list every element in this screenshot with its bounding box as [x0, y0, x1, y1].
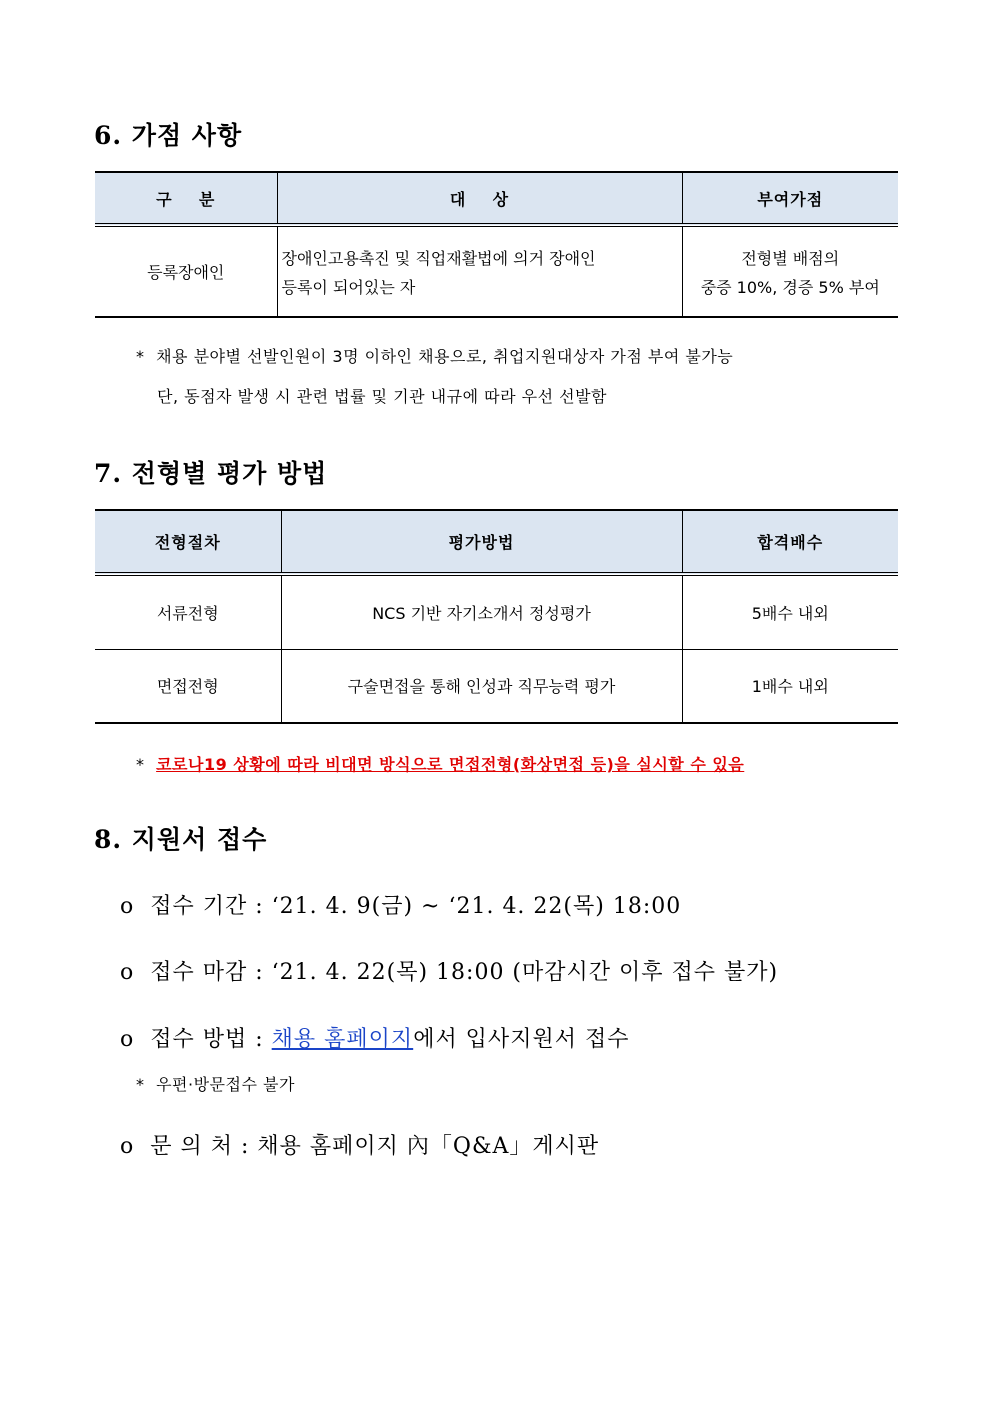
bullet: o: [120, 1134, 135, 1159]
section-8-sub-note: [136, 1072, 295, 1095]
section-7-title: 7. 전형별 평가 방법: [94, 459, 328, 488]
header-stage: 전형절차: [95, 510, 281, 574]
cell-stage: 서류전형: [95, 574, 281, 649]
item-value: 에서 입사지원서 접수: [413, 1027, 630, 1052]
application-period-item: o 접수 기간 : ‘21. 4. 9(금) ~ ‘21. 4. 22(목) 18:00: [120, 894, 682, 919]
points-line-2: 중증 10%, 경증 5% 부여: [700, 277, 880, 297]
note-text: 채용 분야별 선발인원이 3명 이하인 채용으로, 취업지원대상자 가점 부여 불가능: [156, 347, 734, 366]
bullet: o: [120, 960, 135, 985]
item-value: ‘21. 4. 22(목) 18:00 (마감시간 이후 접수 불가): [271, 960, 779, 985]
cell-method: NCS 기반 자기소개서 정성평가: [281, 574, 682, 649]
item-value: ‘21. 4. 9(금) ~ ‘21. 4. 22(목) 18:00: [271, 894, 682, 919]
header-target: 대 상: [277, 172, 682, 225]
application-deadline-item: o 접수 마감 : ‘21. 4. 22(목) 18:00 (마감시간 이후 접수 불가): [120, 960, 779, 985]
inquiry-item: o 문 의 처 : 채용 홈페이지 內「Q&A」게시판: [120, 1134, 600, 1159]
header-method: 평가방법: [281, 510, 682, 574]
section-6-title: 6. 가점 사항: [94, 121, 243, 150]
cell-stage: 면접전형: [95, 649, 281, 723]
note-asterisk: *: [136, 1075, 145, 1094]
note-asterisk: *: [136, 755, 145, 774]
cell-points: [682, 225, 898, 317]
target-line-2: 등록이 되어있는 자: [281, 277, 416, 297]
bonus-points-table: [95, 171, 898, 318]
cell-category: 등록장애인: [95, 225, 277, 317]
item-label: 문 의 처: [150, 1134, 233, 1159]
item-label: 접수 방법: [150, 1027, 248, 1052]
application-method-item: o 접수 방법 : 채용 홈페이지에서 입사지원서 접수: [120, 1027, 630, 1052]
covid-interview-note: 코로나19 상황에 따라 비대면 방식으로 면접전형(화상면접 등)을 실시할 수 있음: [156, 755, 745, 774]
target-line-1: 장애인고용촉진 및 직업재활법에 의거 장애인: [281, 248, 596, 268]
section-6-note-line-1: [136, 344, 733, 367]
points-line-1: 전형별 배점의: [741, 248, 840, 268]
cell-multiple: 5배수 내외: [682, 574, 898, 649]
item-value: 채용 홈페이지 內「Q&A」게시판: [257, 1134, 600, 1159]
note-text: 우편·방문접수 불가: [156, 1075, 295, 1094]
cell-method: 구술면접을 통해 인성과 직무능력 평가: [281, 649, 682, 723]
header-points: 부여가점: [682, 172, 898, 225]
header-multiple: 합격배수: [682, 510, 898, 574]
note-asterisk: *: [136, 347, 145, 366]
cell-target: [277, 225, 682, 317]
section-6-note-line-2: 단, 동점자 발생 시 관련 법률 및 기관 내규에 따라 우선 선발함: [157, 387, 607, 406]
item-label: 접수 기간: [150, 894, 248, 919]
bullet: o: [120, 894, 135, 919]
recruitment-homepage-link[interactable]: 채용 홈페이지: [271, 1027, 414, 1052]
section-7-note: [136, 752, 744, 775]
evaluation-table: [95, 509, 898, 724]
cell-multiple: 1배수 내외: [682, 649, 898, 723]
bullet: o: [120, 1027, 135, 1052]
section-8-title: 8. 지원서 접수: [94, 825, 268, 854]
item-label: 접수 마감: [150, 960, 248, 985]
header-category: 구 분: [95, 172, 277, 225]
